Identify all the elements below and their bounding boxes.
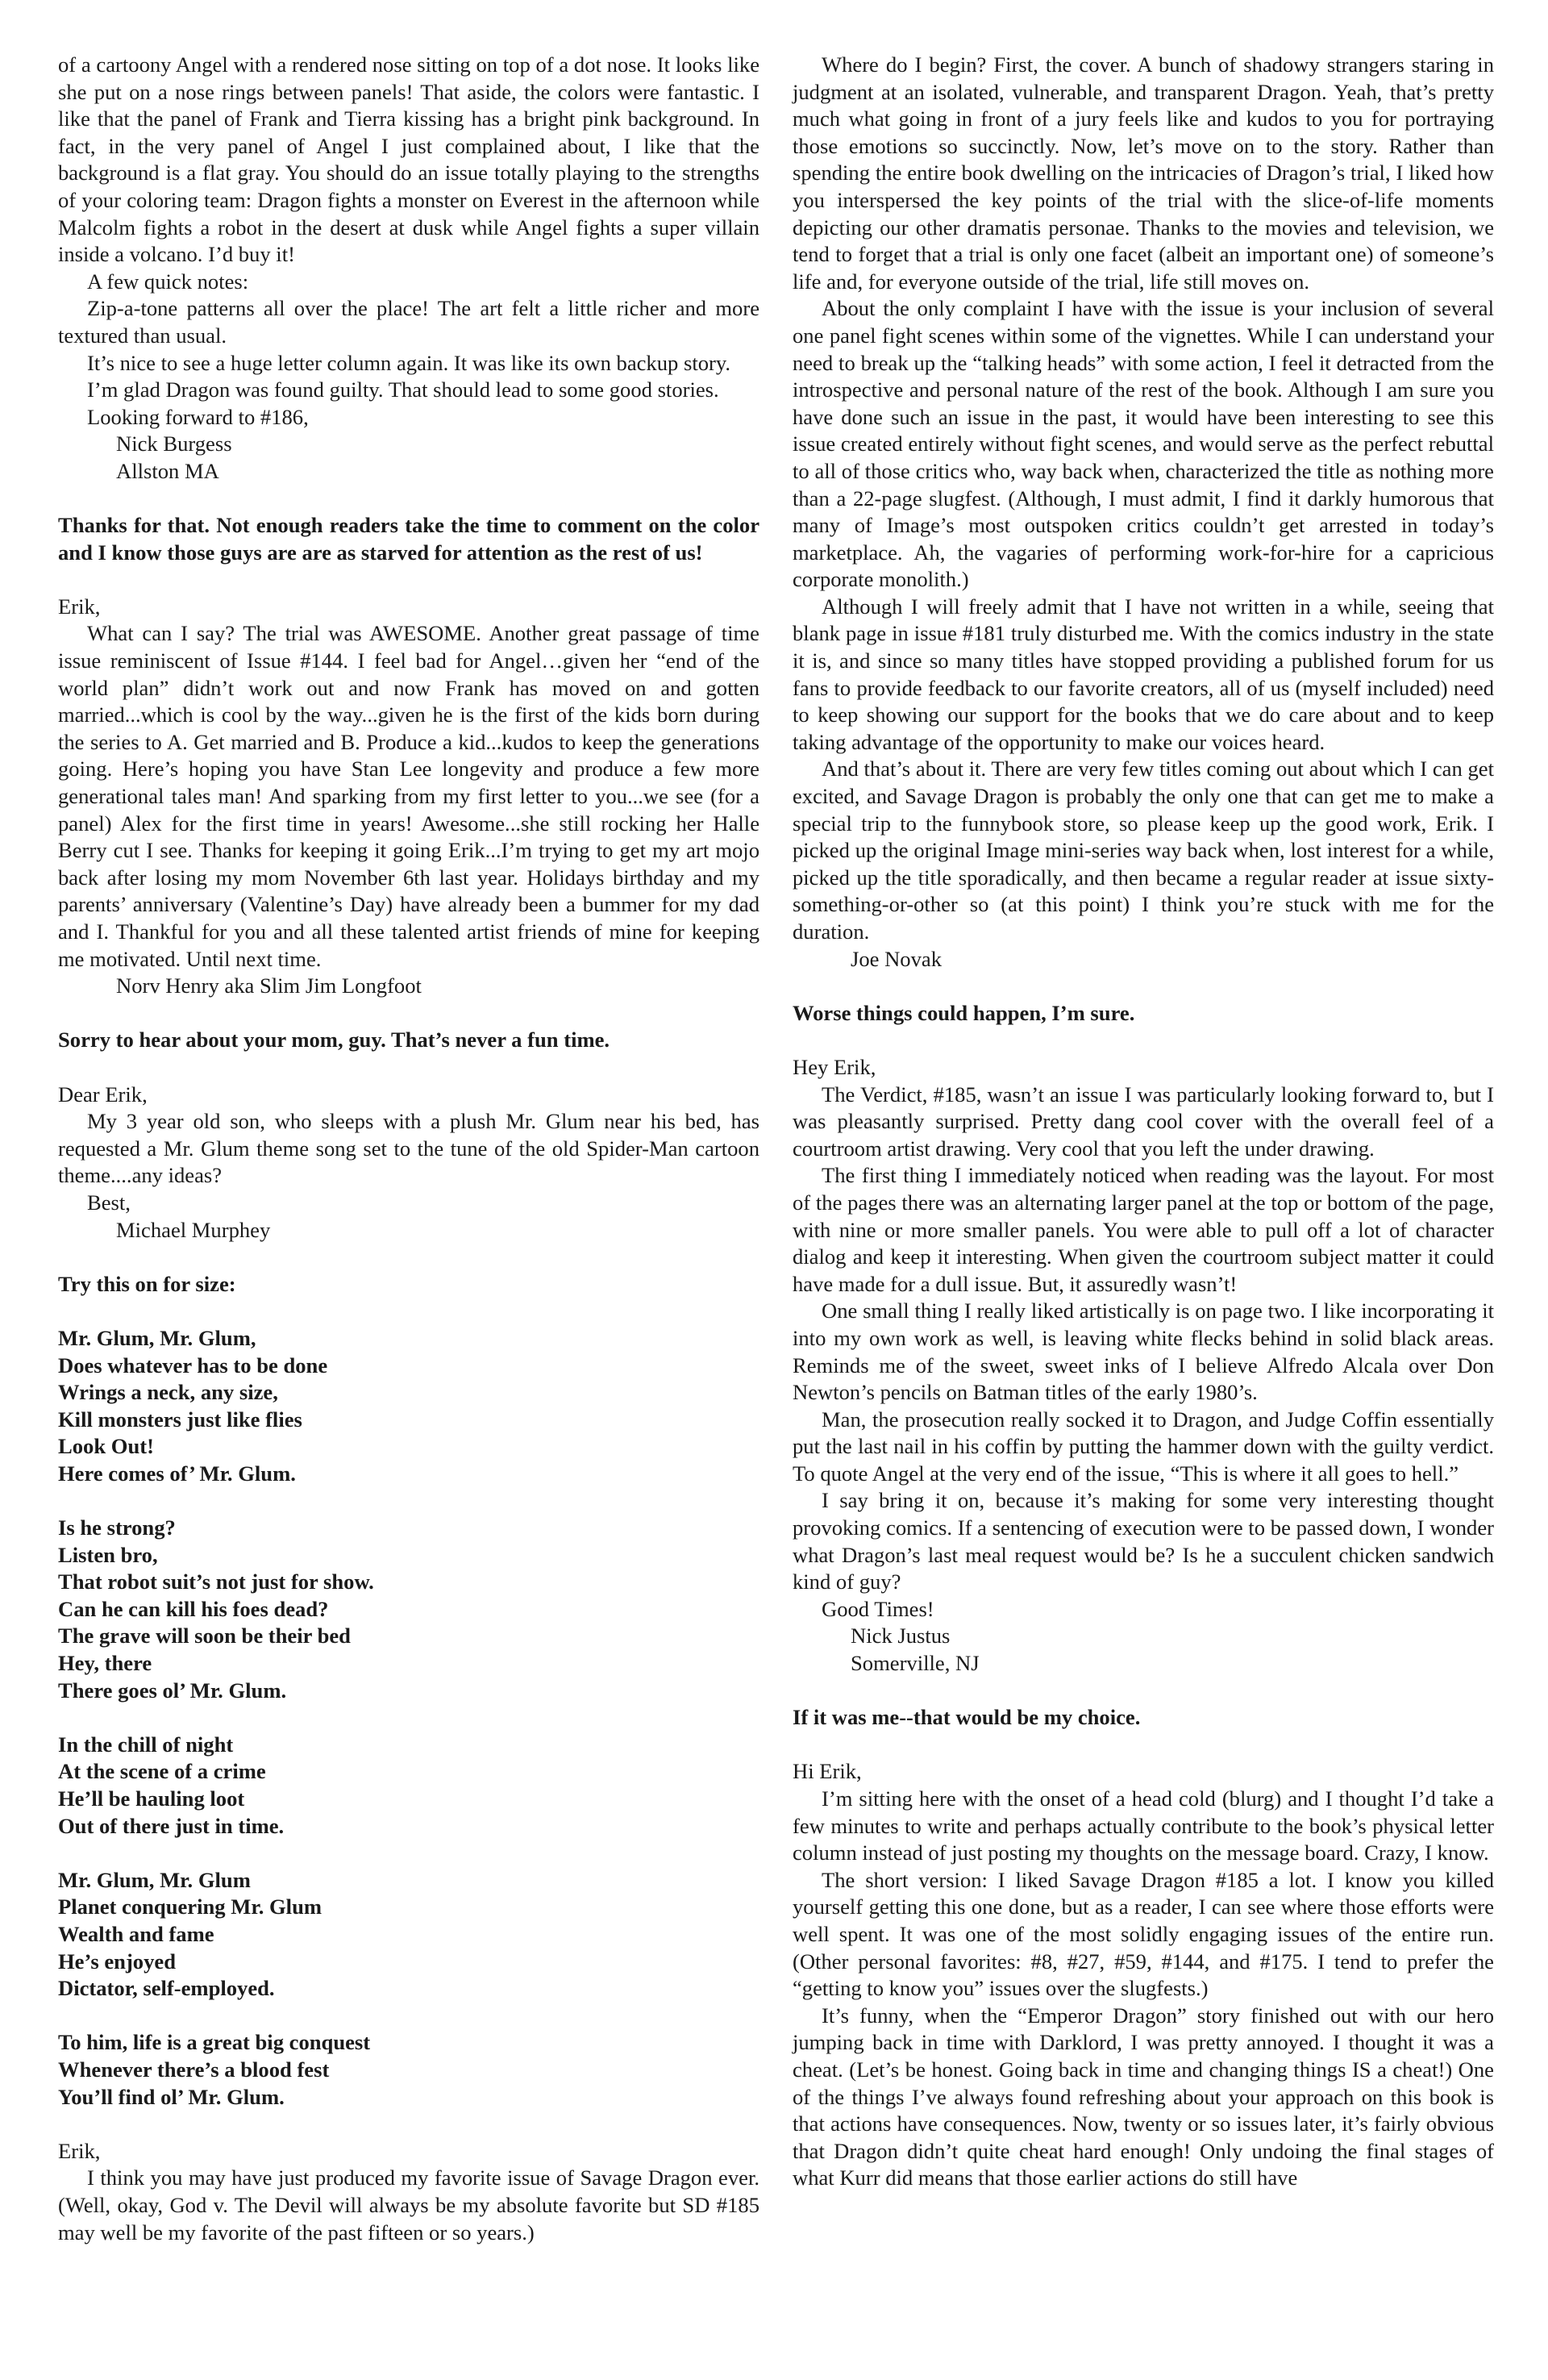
- letter-paragraph: Looking forward to #186,: [87, 404, 309, 429]
- letter-paragraph: of a cartoony Angel with a rendered nose sitting on top of a dot nose. It looks like she put on a nose rings between panels! That aside, the colors were fantastic. I like that the panel of Frank and Tierra kissing has a bright pink background. In fact, in the very panel of Angel I just complained about, I like that the background is a flat gray. You should do an issue totally playing to the strengths of your coloring team: Dragon fights a monster on Everest in the afternoon while Malcolm fights a robot in the desert at dusk while Angel fights a super villain inside a volcano. I’d buy it!: [58, 52, 759, 267]
- song-lyric-line: Out of there just in time.: [58, 1813, 285, 1838]
- letter-paragraph: The short version: I liked Savage Dragon #185 a lot. I know you killed yourself getting this one done, but as a reader, I can see where those efforts were well spent. It was one of the most solidly engaging issues of the entire run. (Other personal favorites: #8, #27, #59, #144, and #175. I tend to prefer the “getting to know you” issues over the slugfests.): [793, 1867, 1494, 2001]
- letter-signature: Michael Murphey: [116, 1217, 271, 1242]
- editor-reply: Sorry to hear about your mom, guy. That’s never a fun time.: [58, 1027, 610, 1052]
- song-lyric-line: Kill monsters just like flies: [58, 1407, 302, 1432]
- letter-signature: Norv Henry aka Slim Jim Longfoot: [116, 973, 422, 998]
- song-lyric-line: Mr. Glum, Mr. Glum: [58, 1867, 251, 1892]
- song-lyric-line: Hey, there: [58, 1651, 152, 1676]
- letter-paragraph: The first thing I immediately noticed when reading was the layout. For most of the pages there was an alternating larger panel at the top or bottom of the page, with nine or more smaller panels. You were able to pull off a lot of character dialog and keep it interesting. When given the courtroom subject matter it could have made for a dull issue. But, it assuredly wasn’t!: [793, 1163, 1494, 1296]
- editor-reply: Try this on for size:: [58, 1271, 236, 1296]
- letter-signature: Joe Novak: [851, 946, 942, 971]
- song-lyric-line: Wealth and fame: [58, 1921, 214, 1946]
- spacer: [793, 973, 1494, 1000]
- song-lyric-line: Dictator, self-employed.: [58, 1976, 275, 2001]
- letter-paragraph: One small thing I really liked artistically is on page two. I like incorporating it into my own work as well, is leaving white flecks behind in solid black areas. Reminds me of the sweet, sweet inks of I believe Alfredo Alcala over Don Newton’s pencils on Batman titles of the early 1980’s.: [793, 1298, 1494, 1405]
- letter-salutation: Hey Erik,: [793, 1054, 876, 1079]
- letter-signature: Allston MA: [116, 458, 219, 483]
- letter-salutation: Hi Erik,: [793, 1759, 862, 1784]
- song-lyric-line: Planet conquering Mr. Glum: [58, 1894, 322, 1919]
- letter-paragraph: I say bring it on, because it’s making for some very interesting thought provoking comics. If a sentencing of execution were to be passed down, I wonder what Dragon’s last meal request would be? Is he a succulent chicken sandwich kind of guy?: [793, 1488, 1494, 1594]
- song-lyric-line: Can he can kill his foes dead?: [58, 1596, 329, 1621]
- spacer: [58, 486, 759, 513]
- editor-reply: Worse things could happen, I’m sure.: [793, 1000, 1135, 1025]
- spacer: [793, 1732, 1494, 1759]
- letter-paragraph: It’s funny, when the “Emperor Dragon” story finished out with our hero jumping back in time with Darklord, I was pretty annoyed. I thought it was a cheat. (Let’s be honest. Going back in time and changing things IS a cheat!) One of the things I’ve always found refreshing about your approach on this book is that actions have consequences. Now, twenty or so issues later, it’s fairly obvious that Dragon didn’t quite cheat hard enough! Only undoing the final stages of what Kurr did means that those earlier actions do still have: [793, 2003, 1494, 2190]
- song-lyric-line: He’s enjoyed: [58, 1949, 176, 1974]
- letter-paragraph: It’s nice to see a huge letter column again. It was like its own backup story.: [87, 350, 731, 375]
- song-lyric-line: Whenever there’s a blood fest: [58, 2057, 330, 2082]
- song-lyric-line: To him, life is a great big conquest: [58, 2030, 371, 2055]
- song-lyric-line: He’ll be hauling loot: [58, 1786, 245, 1811]
- spacer: [58, 1298, 759, 1325]
- song-lyric-line: Look Out!: [58, 1434, 154, 1459]
- spacer: [58, 1054, 759, 1082]
- letter-closing: Good Times!: [822, 1596, 934, 1621]
- letter-paragraph: My 3 year old son, who sleeps with a plush Mr. Glum near his bed, has requested a Mr. Glum theme song set to the tune of the old Spider-Man cartoon theme....any ideas?: [58, 1109, 759, 1188]
- spacer: [58, 1840, 759, 1867]
- spacer: [58, 2111, 759, 2138]
- spacer: [793, 1027, 1494, 1054]
- letter-signature: Nick Justus: [851, 1623, 951, 1648]
- song-lyric-line: Listen bro,: [58, 1542, 158, 1567]
- spacer: [58, 1244, 759, 1271]
- song-lyric-line: Here comes of’ Mr. Glum.: [58, 1461, 296, 1486]
- song-lyric-line: There goes ol’ Mr. Glum.: [58, 1678, 287, 1703]
- letter-paragraph: The Verdict, #185, wasn’t an issue I was particularly looking forward to, but I was pleasantly surprised. Pretty dang cool cover with the overall feel of a courtroom artist drawing. Very cool that you left the under drawing.: [793, 1082, 1494, 1161]
- letter-paragraph: I’m glad Dragon was found guilty. That should lead to some good stories.: [87, 377, 719, 402]
- song-lyric-line: Does whatever has to be done: [58, 1353, 328, 1378]
- editor-reply: Thanks for that. Not enough readers take the time to comment on the color and I know those guys are are as starved for attention as the rest of us!: [58, 513, 759, 565]
- spacer: [58, 2003, 759, 2030]
- song-lyric-line: Wrings a neck, any size,: [58, 1380, 278, 1405]
- letter-paragraph: I think you may have just produced my favorite issue of Savage Dragon ever. (Well, okay, God v. The Devil will always be my absolute favorite but SD #185 may well be my favorite of the past fifteen or so years.): [58, 2165, 759, 2245]
- letter-paragraph: And that’s about it. There are very few titles coming out about which I can get excited, and Savage Dragon is probably the only one that can get me to make a special trip to the funnybook store, so please keep up the good work, Erik. I picked up the original Image mini-series way back when, lost interest for a while, picked up the title sporadically, and then became a regular reader at issue sixty-something-or-other so (at this point) I think you’re stuck with me for the duration.: [793, 757, 1494, 944]
- letter-signature: Nick Burgess: [116, 431, 232, 456]
- letter-paragraph: Where do I begin? First, the cover. A bunch of shadowy strangers staring in judgment at an isolated, vulnerable, and transparent Dragon. Yeah, that’s pretty much what going in front of a jury feels like and kudos to you for portraying those emotions so succinctly. Now, let’s move on to the story. Rather than spending the entire book dwelling on the intricacies of Dragon’s trial, I liked how you interspersed the key points of the trial with the slice-of-life moments depicting our other dramatis personae. Thanks to the movies and television, we tend to forget that a trial is only one facet (albeit an important one) of someone’s life and, for everyone outside of the trial, life still moves on.: [793, 52, 1494, 294]
- letter-paragraph: What can I say? The trial was AWESOME. Another great passage of time issue reminiscent of Issue #144. I feel bad for Angel…given her “end of the world plan” didn’t work out and now Frank has moved on and gotten married...which is cool by the way...given he is the first of the kids born during the series to A. Get married and B. Produce a kid...kudos to keep the generations going. Here’s hoping you have Stan Lee longevity and produce a few more generational tales man! And sparking from my first letter to you...we see (for a panel) Alex for the first time in years! Awesome...she still rocking her Halle Berry cut I see. Thanks for keeping it going Erik...I’m trying to get my art mojo back after losing my mom November 6th last year. Holidays birthday and my parents’ anniversary (Valentine’s Day) have already been a bummer for my dad and I. Thankful for you and all these talented artist friends of mine for keeping me motivated. Until next time.: [58, 621, 759, 971]
- spacer: [793, 1678, 1494, 1705]
- editor-reply: If it was me--that would be my choice.: [793, 1705, 1141, 1730]
- song-lyric-line: The grave will soon be their bed: [58, 1623, 351, 1648]
- letter-paragraph: Man, the prosecution really socked it to Dragon, and Judge Coffin essentially put the last nail in his coffin by putting the hammer down with the guilty verdict. To quote Angel at the very end of the issue, “This is where it all goes to hell.”: [793, 1407, 1494, 1486]
- letters-column-left: [58, 52, 759, 2246]
- spacer: [58, 566, 759, 594]
- song-lyric-line: Mr. Glum, Mr. Glum,: [58, 1325, 256, 1350]
- letter-paragraph: Although I will freely admit that I have not written in a while, seeing that blank page in issue #181 truly disturbed me. With the comics industry in the state it is, and since so many titles have stopped providing a published forum for us fans to provide feedback to our favorite creators, all of us (myself included) need to keep showing our support for the books that we do care about and to keep taking advantage of the opportunity to make our voices heard.: [793, 594, 1494, 754]
- letters-column-right: [793, 52, 1494, 2192]
- letter-salutation: Erik,: [58, 2138, 101, 2163]
- spacer: [58, 1704, 759, 1732]
- letter-signature: Somerville, NJ: [851, 1651, 980, 1676]
- letter-salutation: Dear Erik,: [58, 1082, 148, 1107]
- letter-paragraph: Zip-a-tone patterns all over the place! The art felt a little richer and more textured than usual.: [58, 296, 759, 348]
- letter-salutation: Erik,: [58, 594, 101, 619]
- song-lyric-line: In the chill of night: [58, 1732, 234, 1757]
- song-lyric-line: That robot suit’s not just for show.: [58, 1569, 374, 1594]
- spacer: [58, 1487, 759, 1515]
- letter-paragraph: About the only complaint I have with the issue is your inclusion of several one panel fight scenes within some of the vignettes. While I can understand your need to break up the “talking heads” with some action, I feel it detracted from the introspective and personal nature of the rest of the book. Although I am sure you have done such an issue in the past, it would have been interesting to see this issue created entirely without fight scenes, and would serve as the perfect rebuttal to all of those critics who, way back when, characterized the title as nothing more than a 22-page slugfest. (Although, I must admit, I find it darkly humorous that many of Image’s most outspoken critics couldn’t get arrested in today’s marketplace. Ah, the vagaries of performing work-for-hire for a capricious corporate monolith.): [793, 296, 1494, 592]
- song-lyric-line: You’ll find ol’ Mr. Glum.: [58, 2084, 285, 2109]
- letter-closing: Best,: [87, 1190, 131, 1215]
- song-lyric-line: Is he strong?: [58, 1515, 176, 1540]
- letter-paragraph: I’m sitting here with the onset of a head cold (blurg) and I thought I’d take a few minutes to write and perhaps actually contribute to the book’s physical letter column instead of just posting my thoughts on the message board. Crazy, I know.: [793, 1786, 1494, 1865]
- spacer: [58, 1000, 759, 1027]
- letter-paragraph: A few quick notes:: [87, 269, 249, 294]
- song-lyric-line: At the scene of a crime: [58, 1759, 266, 1784]
